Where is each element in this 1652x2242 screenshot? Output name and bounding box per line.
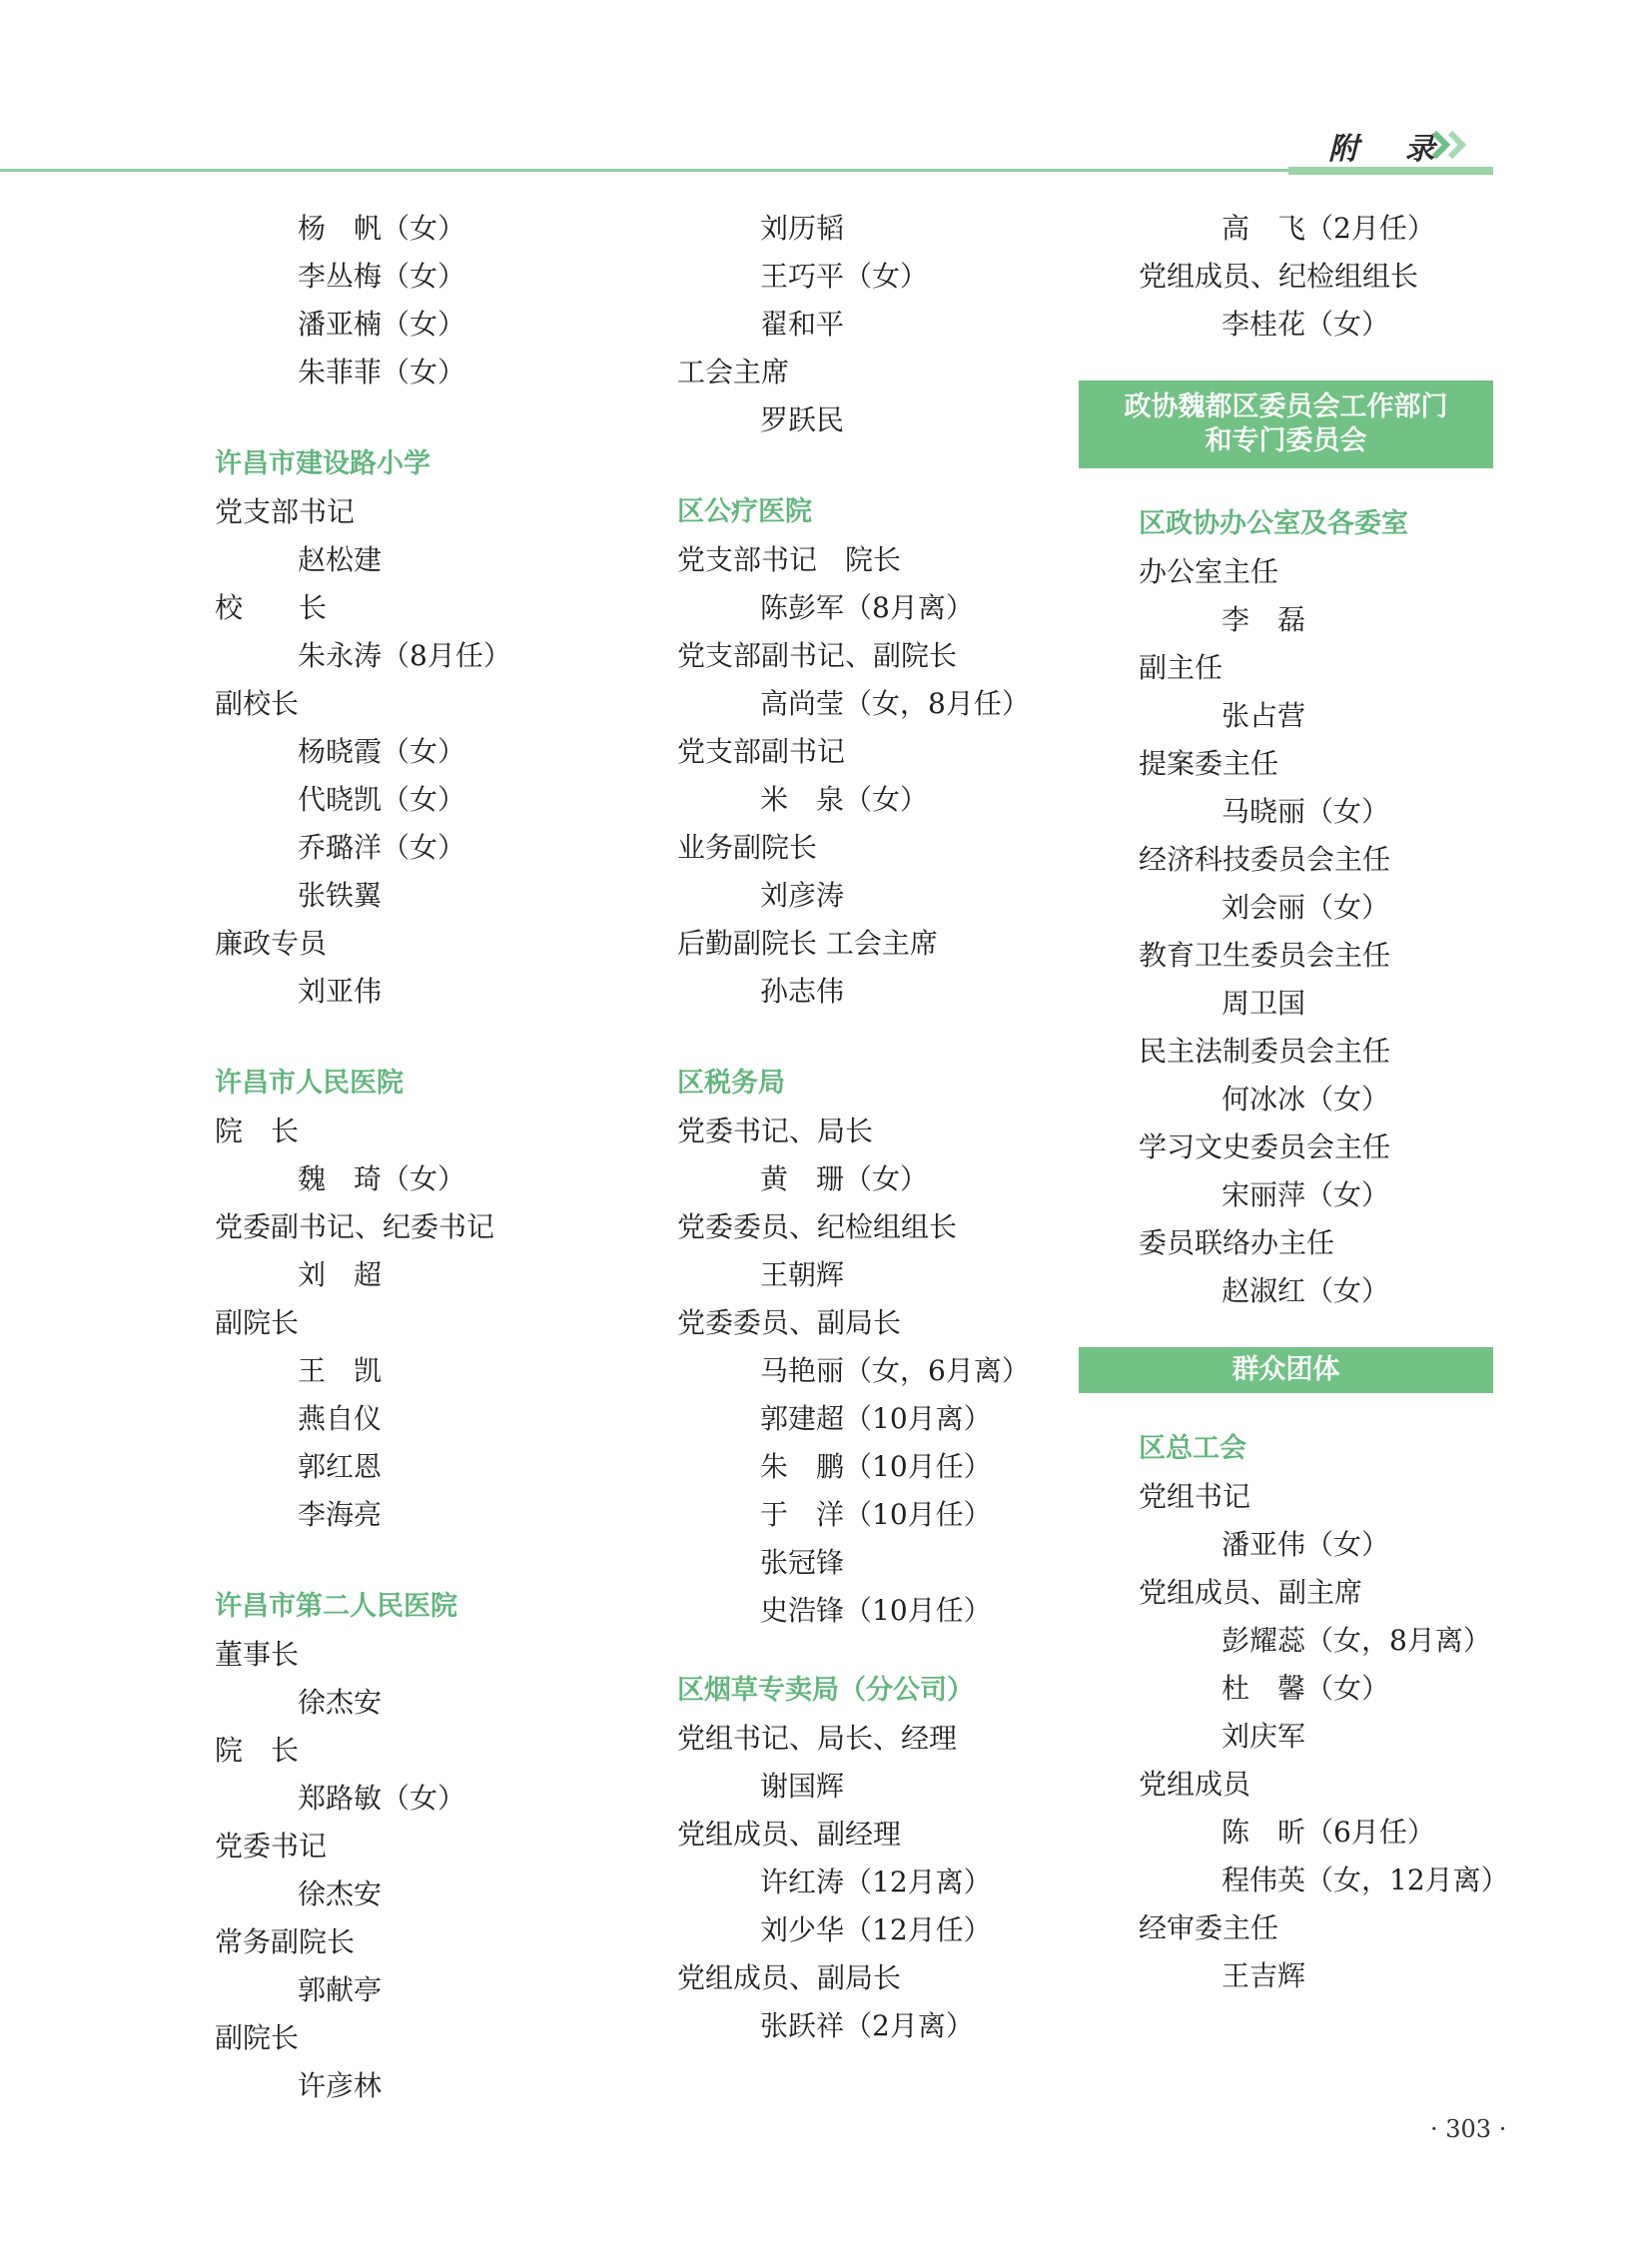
- header-accent-bar: [1288, 167, 1493, 175]
- spacer: [215, 396, 634, 440]
- person-name: 王 凯: [298, 1354, 383, 1387]
- position-title: 党组书记: [1139, 1480, 1251, 1513]
- spacer: [677, 1635, 1097, 1667]
- position-title: 党组书记、局长、经理: [677, 1722, 958, 1755]
- person-name: 陈彭军（8月离）: [760, 591, 974, 624]
- person-name: 张跃祥（2月离）: [760, 2009, 974, 2042]
- position-title: 廉政专员: [215, 927, 328, 960]
- person-name: 史浩锋（10月任）: [760, 1594, 992, 1627]
- position-title: 党支部书记 院长: [677, 543, 902, 576]
- organization-heading: 许昌市第二人民医院: [215, 1591, 457, 1622]
- position-title: 党支部副书记、副院长: [677, 639, 958, 672]
- position-title: 党支部副书记: [677, 735, 846, 768]
- position-title: 委员联络办主任: [1139, 1226, 1335, 1259]
- person-name: 李丛梅（女）: [298, 260, 466, 293]
- person-name: 宋丽萍（女）: [1222, 1178, 1390, 1211]
- organization-heading: 区税务局: [677, 1068, 785, 1099]
- position-title: 党委委员、副局长: [677, 1306, 902, 1339]
- person-name: 刘会丽（女）: [1222, 891, 1390, 924]
- organization-heading: 许昌市建设路小学: [215, 448, 430, 479]
- position-title: 提案委主任: [1139, 747, 1279, 780]
- position-title: 党组成员、副经理: [677, 1818, 902, 1851]
- position-title: 院 长: [215, 1115, 300, 1147]
- person-name: 郭红恩: [298, 1450, 383, 1483]
- person-name: 朱 鹏（10月任）: [760, 1450, 992, 1483]
- person-name: 许红涛（12月离）: [760, 1866, 992, 1898]
- position-title: 学习文史委员会主任: [1139, 1130, 1391, 1163]
- person-name: 刘亚伟: [298, 975, 383, 1008]
- person-name: 刘庆军: [1222, 1720, 1306, 1753]
- person-name: 张铁翼: [298, 879, 383, 912]
- person-name: 孙志伟: [760, 975, 845, 1008]
- section-title: 附 录: [1328, 132, 1453, 167]
- position-title: 业务副院长: [677, 831, 818, 864]
- position-title: 教育卫生委员会主任: [1139, 939, 1391, 972]
- section-banner: [1079, 380, 1493, 468]
- person-name: 燕自仪: [298, 1402, 383, 1435]
- page-number: · 303 ·: [1430, 2115, 1507, 2143]
- person-name: 徐杰安: [298, 1877, 383, 1910]
- banner-line: 政协魏都区委员会工作部门: [1124, 391, 1448, 422]
- person-name: 陈 昕（6月任）: [1222, 1816, 1435, 1849]
- position-title: 民主法制委员会主任: [1139, 1035, 1391, 1068]
- organization-heading: 区政协办公室及各委室: [1139, 508, 1408, 539]
- person-name: 王吉辉: [1222, 1959, 1306, 1992]
- person-name: 马晓丽（女）: [1222, 795, 1390, 828]
- banner-line: 和专门委员会: [1205, 425, 1367, 456]
- column-2: [677, 205, 1097, 2050]
- position-title: 党组成员、纪检组组长: [1139, 260, 1419, 293]
- person-name: 张冠锋: [760, 1546, 845, 1579]
- section-banner: 群众团体: [1079, 1347, 1493, 1393]
- spacer: [677, 1016, 1097, 1060]
- position-title: 党委委员、纪检组组长: [677, 1210, 958, 1243]
- person-name: 何冰冰（女）: [1222, 1083, 1390, 1116]
- spacer: [1139, 468, 1498, 500]
- person-name: 潘亚楠（女）: [298, 308, 466, 341]
- person-name: 代晓凯（女）: [298, 783, 466, 816]
- person-name: 米 泉（女）: [760, 783, 929, 816]
- person-name: 郭献亭: [298, 1973, 383, 2006]
- person-name: 李海亮: [298, 1498, 383, 1531]
- position-title: 后勤副院长 工会主席: [677, 927, 938, 960]
- position-title: 院 长: [215, 1734, 300, 1767]
- person-name: 于 洋（10月任）: [760, 1498, 992, 1531]
- person-name: 刘少华（12月任）: [760, 1913, 992, 1946]
- person-name: 乔璐洋（女）: [298, 831, 466, 864]
- spacer: [1139, 349, 1498, 380]
- person-name: 赵松建: [298, 543, 383, 576]
- column-3: [1124, 205, 1509, 2000]
- person-name: 高尚莹（女，8月任）: [760, 687, 1030, 720]
- position-title: 校 长: [215, 591, 328, 624]
- person-name: 郭建超（10月离）: [760, 1402, 992, 1435]
- person-name: 谢国辉: [760, 1770, 845, 1803]
- person-name: 朱菲菲（女）: [298, 356, 466, 388]
- person-name: 刘彦涛: [760, 879, 845, 912]
- position-title: 董事长: [215, 1638, 300, 1671]
- person-name: 杨 帆（女）: [298, 212, 466, 245]
- person-name: 刘历韬: [760, 212, 845, 245]
- person-name: 张占营: [1222, 699, 1306, 732]
- position-title: 经济科技委员会主任: [1139, 843, 1391, 876]
- person-name: 彭耀蕊（女，8月离）: [1222, 1624, 1491, 1657]
- organization-heading: 许昌市人民医院: [215, 1068, 404, 1099]
- person-name: 翟和平: [760, 308, 845, 341]
- position-title: 副校长: [215, 687, 300, 720]
- person-name: 程伟英（女，12月离）: [1222, 1864, 1509, 1896]
- position-title: 经审委主任: [1139, 1911, 1279, 1944]
- spacer: [215, 1539, 634, 1583]
- person-name: 王朝辉: [760, 1258, 845, 1291]
- spacer: [1139, 1393, 1498, 1425]
- person-name: 赵淑红（女）: [1222, 1274, 1390, 1307]
- position-title: 党组成员、副局长: [677, 1961, 902, 1994]
- position-title: 办公室主任: [1139, 555, 1279, 588]
- header-rule: [0, 169, 1493, 172]
- person-name: 潘亚伟（女）: [1222, 1528, 1390, 1561]
- person-name: 杜 馨（女）: [1222, 1672, 1390, 1705]
- person-name: 魏 琦（女）: [298, 1162, 466, 1195]
- person-name: 徐杰安: [298, 1686, 383, 1719]
- person-name: 杨晓霞（女）: [298, 735, 466, 768]
- position-title: 副主任: [1139, 651, 1224, 684]
- person-name: 郑路敏（女）: [298, 1782, 466, 1815]
- position-title: 副院长: [215, 1306, 300, 1339]
- position-title: 党组成员、副主席: [1139, 1576, 1363, 1609]
- position-title: 党委书记、局长: [677, 1115, 874, 1147]
- person-name: 李 磊: [1222, 603, 1306, 636]
- person-name: 周卫国: [1222, 987, 1306, 1020]
- position-title: 党支部书记: [215, 495, 356, 528]
- person-name: 黄 珊（女）: [760, 1162, 929, 1195]
- position-title: 党委副书记、纪委书记: [215, 1210, 495, 1243]
- person-name: 高 飞（2月任）: [1222, 212, 1435, 245]
- position-title: 党组成员: [1139, 1768, 1251, 1801]
- person-name: 许彦林: [298, 2069, 383, 2102]
- person-name: 朱永涛（8月任）: [298, 639, 511, 672]
- column-1: [215, 205, 634, 2110]
- person-name: 李桂花（女）: [1222, 308, 1390, 341]
- spacer: [677, 444, 1097, 488]
- organization-heading: 区烟草专卖局（分公司）: [677, 1675, 974, 1706]
- person-name: 刘 超: [298, 1258, 383, 1291]
- person-name: 马艳丽（女，6月离）: [760, 1354, 1030, 1387]
- organization-heading: 区公疗医院: [677, 496, 812, 527]
- double-chevron-right-icon: [1430, 130, 1474, 160]
- spacer: [215, 1016, 634, 1060]
- position-title: 副院长: [215, 2021, 300, 2054]
- person-name: 罗跃民: [760, 403, 845, 436]
- position-title: 工会主席: [677, 356, 790, 388]
- position-title: 党委书记: [215, 1830, 328, 1863]
- position-title: 常务副院长: [215, 1925, 356, 1958]
- organization-heading: 区总工会: [1139, 1433, 1246, 1464]
- person-name: 王巧平（女）: [760, 260, 929, 293]
- spacer: [1139, 1315, 1498, 1347]
